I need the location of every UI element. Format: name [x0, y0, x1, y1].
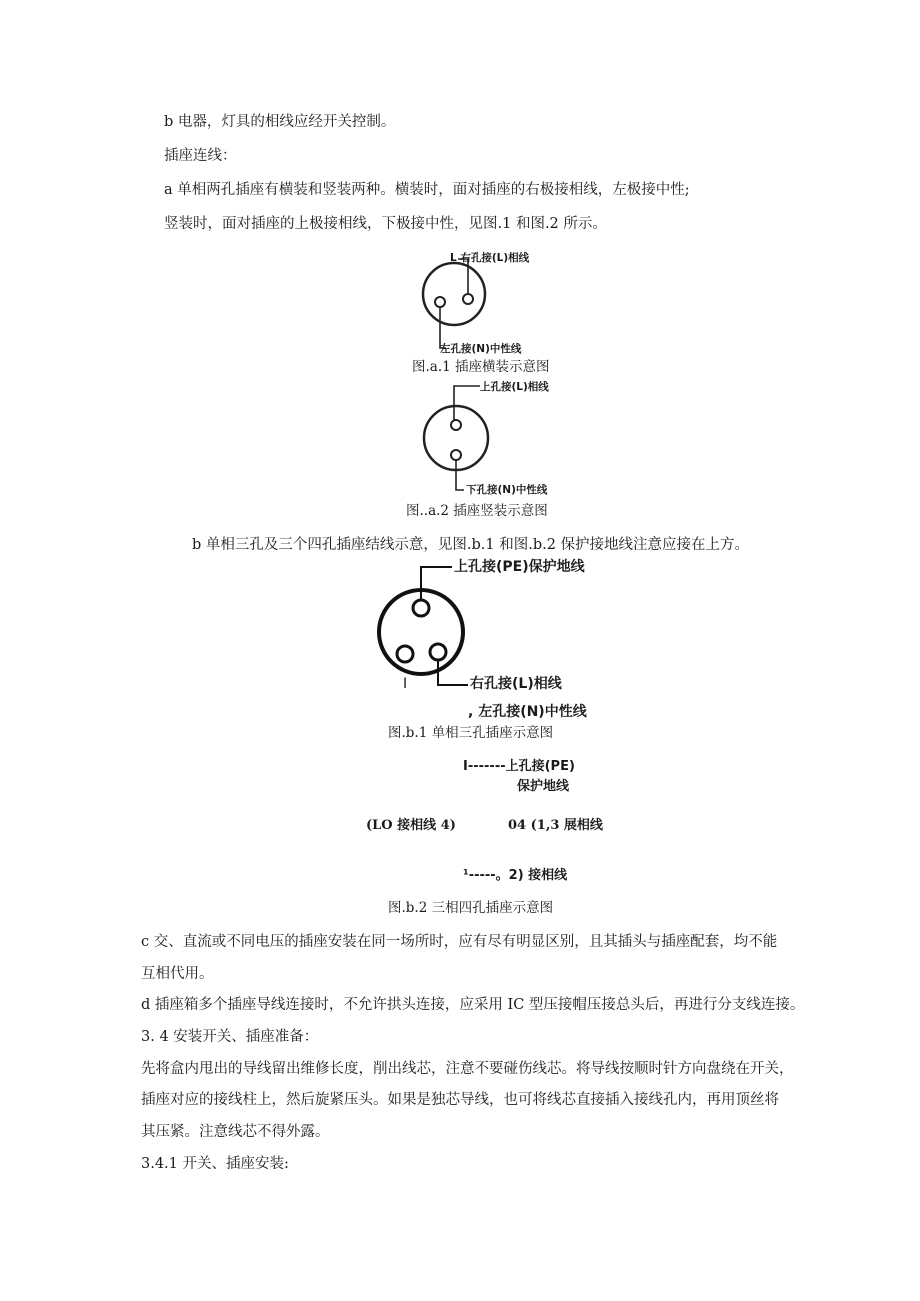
section-heading-3-4: 3. 4 安装开关、插座准备： — [141, 1029, 319, 1045]
figure-b1-left-mark: I — [403, 676, 408, 692]
figure-a2-diagram — [412, 380, 552, 495]
figure-b1-caption: 图.b.1 单相三孔插座示意图 — [388, 725, 554, 741]
paragraph-b-switch-control: b 电器，灯具的相线应经开关控制。 — [164, 114, 396, 130]
figure-a2-top-label: 上孔接(L)相线 — [480, 381, 549, 393]
paragraph-socket-wiring-heading: 插座连线： — [164, 148, 237, 164]
paragraph-preparation-2: 插座对应的接线柱上，然后旋紧压头。如果是独芯导线，也可将线芯直接插入接线孔内，再用顶丝将 — [141, 1092, 779, 1108]
paragraph-b-three-hole: b 单相三孔及三个四孔插座结线示意，见图.b.1 和图.b.2 保护接地线注意应接在上方。 — [192, 537, 750, 553]
paragraph-preparation-3: 其压紧。注意线芯不得外露。 — [141, 1124, 330, 1140]
paragraph-a-two-hole: a 单相两孔插座有横装和竖装两种。横装时，面对插座的右极接相线，左极接中性; — [164, 182, 690, 198]
figure-a1-bottom-label: 左孔接(N)中性线 — [440, 343, 522, 355]
figure-b1-left-label: , 左孔接(N)中性线 — [468, 704, 587, 720]
figure-b2-line1: I-------上孔接(PE) — [463, 759, 575, 774]
figure-b1-top-label: 上孔接(PE)保护地线 — [454, 559, 585, 575]
figure-a2-bottom-label: 下孔接(N)中性线 — [466, 484, 548, 496]
figure-b2-right-label: 04 (1,3 展相线 — [508, 818, 603, 833]
figure-a1-caption: 图.a.1 插座横装示意图 — [412, 359, 550, 375]
paragraph-c-ac-dc: c 交、直流或不同电压的插座安装在同一场所时，应有尽有明显区别，且其插头与插座配套，均不能 — [141, 934, 778, 950]
figure-a2-caption: 图..a.2 插座竖装示意图 — [406, 503, 548, 519]
paragraph-c-ac-dc-cont: 互相代用。 — [141, 966, 214, 982]
section-heading-3-4-1: 3.4.1 开关、插座安装: — [141, 1156, 289, 1172]
paragraph-a-vertical: 竖装时，面对插座的上极接相线，下极接中性，见图.1 和图.2 所示。 — [164, 216, 607, 232]
figure-a1-top-label: L 右孔接(L)相线 — [450, 252, 530, 264]
figure-b2-line2: 保护地线 — [517, 779, 570, 794]
figure-b2-bottom-label: ¹-----。2) 接相线 — [463, 868, 568, 883]
figure-b2-left-label: (LO 接相线 4) — [366, 818, 456, 833]
paragraph-d-socket-box: d 插座箱多个插座导线连接时，不允许拱头连接，应采用 IC 型压接帽压接总头后，再进行分支线连接。 — [141, 997, 805, 1013]
figure-b1-right-label: 右孔接(L)相线 — [470, 676, 562, 692]
figure-b2-caption: 图.b.2 三相四孔插座示意图 — [388, 900, 554, 916]
paragraph-preparation-1: 先将盒内甩出的导线留出维修长度，削出线芯，注意不要碰伤线芯。将导线按顺时针方向盘绕在开关， — [141, 1061, 794, 1077]
